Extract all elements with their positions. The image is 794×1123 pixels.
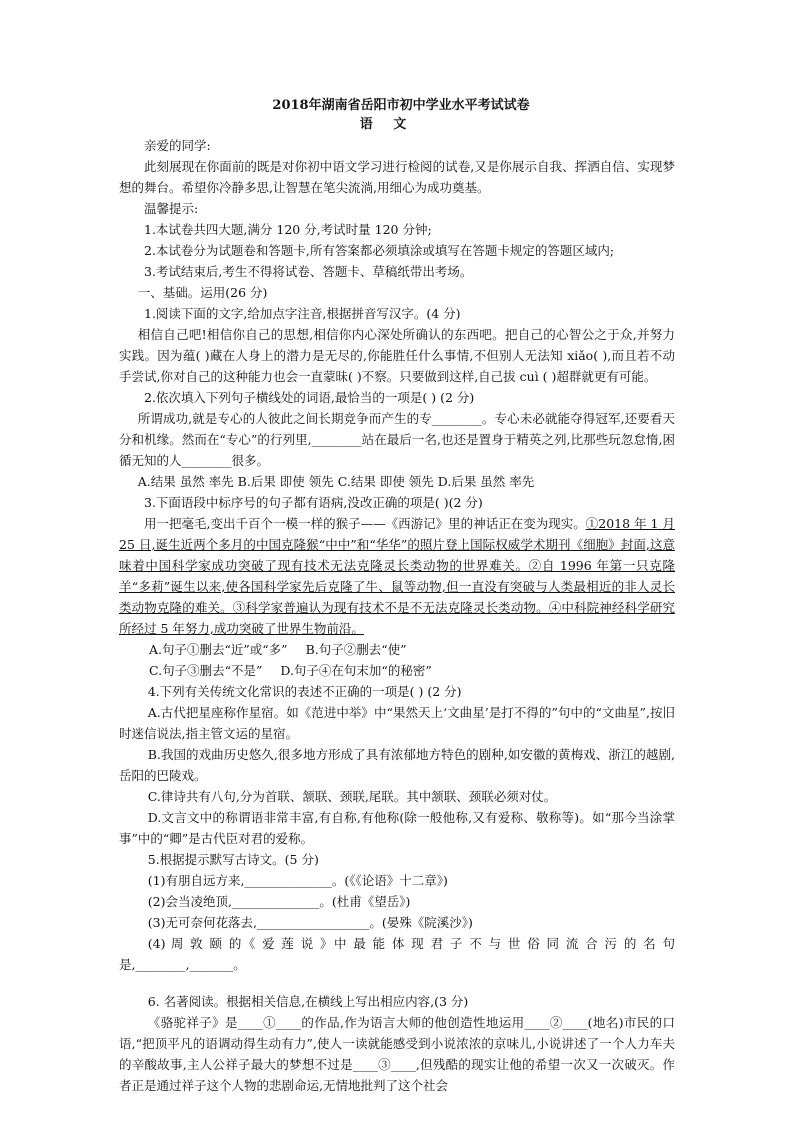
question-5-item: (1)有朋自远方来,______________。(《《论语》十二章》): [147, 873, 448, 888]
page-subtitle: 语 文: [359, 117, 415, 132]
question-1-stem: 1.阅读下面的文字,给加点字注音,根据拼音写汉字。(4 分): [144, 306, 461, 321]
question-5-item-continuation: 是,________,_______。: [119, 957, 246, 972]
question-2-stem: 2.依次填入下列句子横线处的词语,最恰当的一项是( ) (2 分): [144, 390, 475, 405]
question-1-text: 相信自己吧!相信你自己的思想,相信你内心深处所确认的东西吧。把自己的心智公之于众,并努力实践。因为蕴( )藏在人身上的潜力是无尽的,你能胜任什么事情,不但别人无法知 xiǎo( ),而且若不动手尝试,你对自己的这种能力也会一直蒙昧( )不察。只要做到这样,自己拔 cuì ( )超群就更有可能。: [119, 327, 675, 384]
intro-paragraph: 此刻展现在你面前的既是对你初中语文学习进行检阅的试卷,又是你展示自我、挥洒自信、实现梦想的舞台。希望你冷静多思,让智慧在笔尖流淌,用细心为成功奠基。: [119, 159, 675, 195]
greeting: 亲爱的同学:: [144, 138, 211, 153]
question-4-stem: 4.下列有关传统文化常识的表述不正确的一项是( ) (2 分): [147, 684, 462, 699]
option-c: C.句子③删去“不是”: [149, 663, 263, 678]
option-a: A.句子①删去“近”或“多”: [149, 642, 288, 657]
option-b: B.句子②删去“使”: [305, 642, 407, 657]
question-5-item: (3)无可奈何花落去,__________________。(晏殊《院溪沙》): [147, 915, 473, 930]
option-d: D.句子④在句末加“的秘密”: [280, 663, 432, 678]
question-5-stem: 5.根据提示默写古诗文。(5 分): [147, 852, 319, 867]
tip-item: 1.本试卷共四大题,满分 120 分,考试时量 120 分钟;: [144, 222, 432, 237]
question-3-underlined: ①2018 年 1 月 25 日,诞生近两个多月的中国克隆猴“中中”和“华华”的照片登上国际权威学术期刊《细胞》封面,这意味着中国科学家成功突破了现有技术无法克隆灵长类动物的世界难关。②自 1996 年第一只克隆羊“多莉”诞生以来,使各国科学家先后克隆了牛、鼠等动物,但一直没有突破与人类最相近的非人灵长类动物克隆的难关。③科学家普遍认为现有技术不是不无法克隆灵长类动物。④中科院神经科学研究所经过 5 年努力,成功突破了世界生物前沿。: [119, 516, 675, 636]
question-3-options-row: [119, 639, 675, 660]
question-3-text: [119, 513, 675, 639]
question-3-options-row: [119, 660, 675, 681]
question-2-options: A.结果 虽然 率先 B.后果 即使 领先 C.结果 即使 领先 D.后果 虽然 率先: [137, 474, 535, 489]
question-6-stem: 6. 名著阅读。根据相关信息,在横线上写出相应内容,(3 分): [147, 994, 469, 1009]
section-heading: 一、基础。运用(26 分): [137, 285, 268, 300]
question-4-option-b: B.我国的戏曲历史悠久,很多地方形成了具有浓郁地方特色的剧种,如安徽的黄梅戏、浙江的越剧,岳阳的巴陵戏。: [119, 747, 675, 783]
question-3-stem: 3.下面语段中标序号的句子都有语病,没改正确的项是( )(2 分): [144, 495, 483, 510]
question-4-option-a: A.古代把星座称作星宿。如《范进中举》中“果然天上‘文曲星’是打不得的”句中的“文曲星”,按旧时迷信说法,指主管文运的星宿。: [119, 705, 675, 741]
spacer: [119, 975, 675, 991]
question-4-option-c: C.律诗共有八句,分为首联、颔联、颈联,尾联。其中颔联、颈联必须对仗。: [147, 789, 557, 804]
question-5-item: (4) 周 敦 颐 的《 爱 莲 说 》中 最 能 体 现 君 子 不 与 世 俗 同 流 合 污 的 名 句: [147, 936, 675, 951]
question-5-item: (2)会当凌绝顶,______________。(杜甫《望岳》): [147, 894, 411, 909]
exam-content: [119, 96, 675, 1096]
question-6-text: 《骆驼祥子》是____①____的作品,作为语言大师的他创造性地运用____②____(地名)市民的口语,“把顶平凡的语调动得生动有力”,使人一读就能感受到小说浓浓的京味儿,小说讲述了一个人力车夫的辛酸故事,主人公祥子最大的梦想不过是____③____,但残酷的现实让他的希望一次又一次破灭。作者正是通过祥子这个人物的悲剧命运,无情地批判了这个社会: [119, 1015, 675, 1093]
tip-item: 2.本试卷分为试题卷和答题卡,所有答案都必须填涂或填写在答题卡规定的答题区域内;: [144, 243, 615, 258]
tip-item: 3.考试结束后,考生不得将试卷、答题卡、草稿纸带出考场。: [144, 264, 473, 279]
page-title: 2018年湖南省岳阳市初中学业水平考试试卷: [272, 98, 530, 113]
tips-title: 温馨提示:: [144, 201, 199, 216]
question-4-option-d: D.文言文中的称谓语非常丰富,有自称,有他称(除一般他称,又有爱称、敬称等)。如“那今当涂掌事”中的“卿”是古代臣对君的爱称。: [119, 810, 675, 846]
question-3-intro: 用一把毫毛,变出千百个一模一样的猴子——《西游记》里的神话正在变为现实。: [144, 516, 586, 531]
question-2-text: 所谓成功,就是专心的人彼此之间长期竞争而产生的专________。专心未必就能夺得冠军,还要看天分和机缘。然而在“专心”的行列里,________站在最后一名,也还是置身于精英之列,比那些玩忽怠惰,困循无知的人________很多。: [119, 411, 675, 468]
